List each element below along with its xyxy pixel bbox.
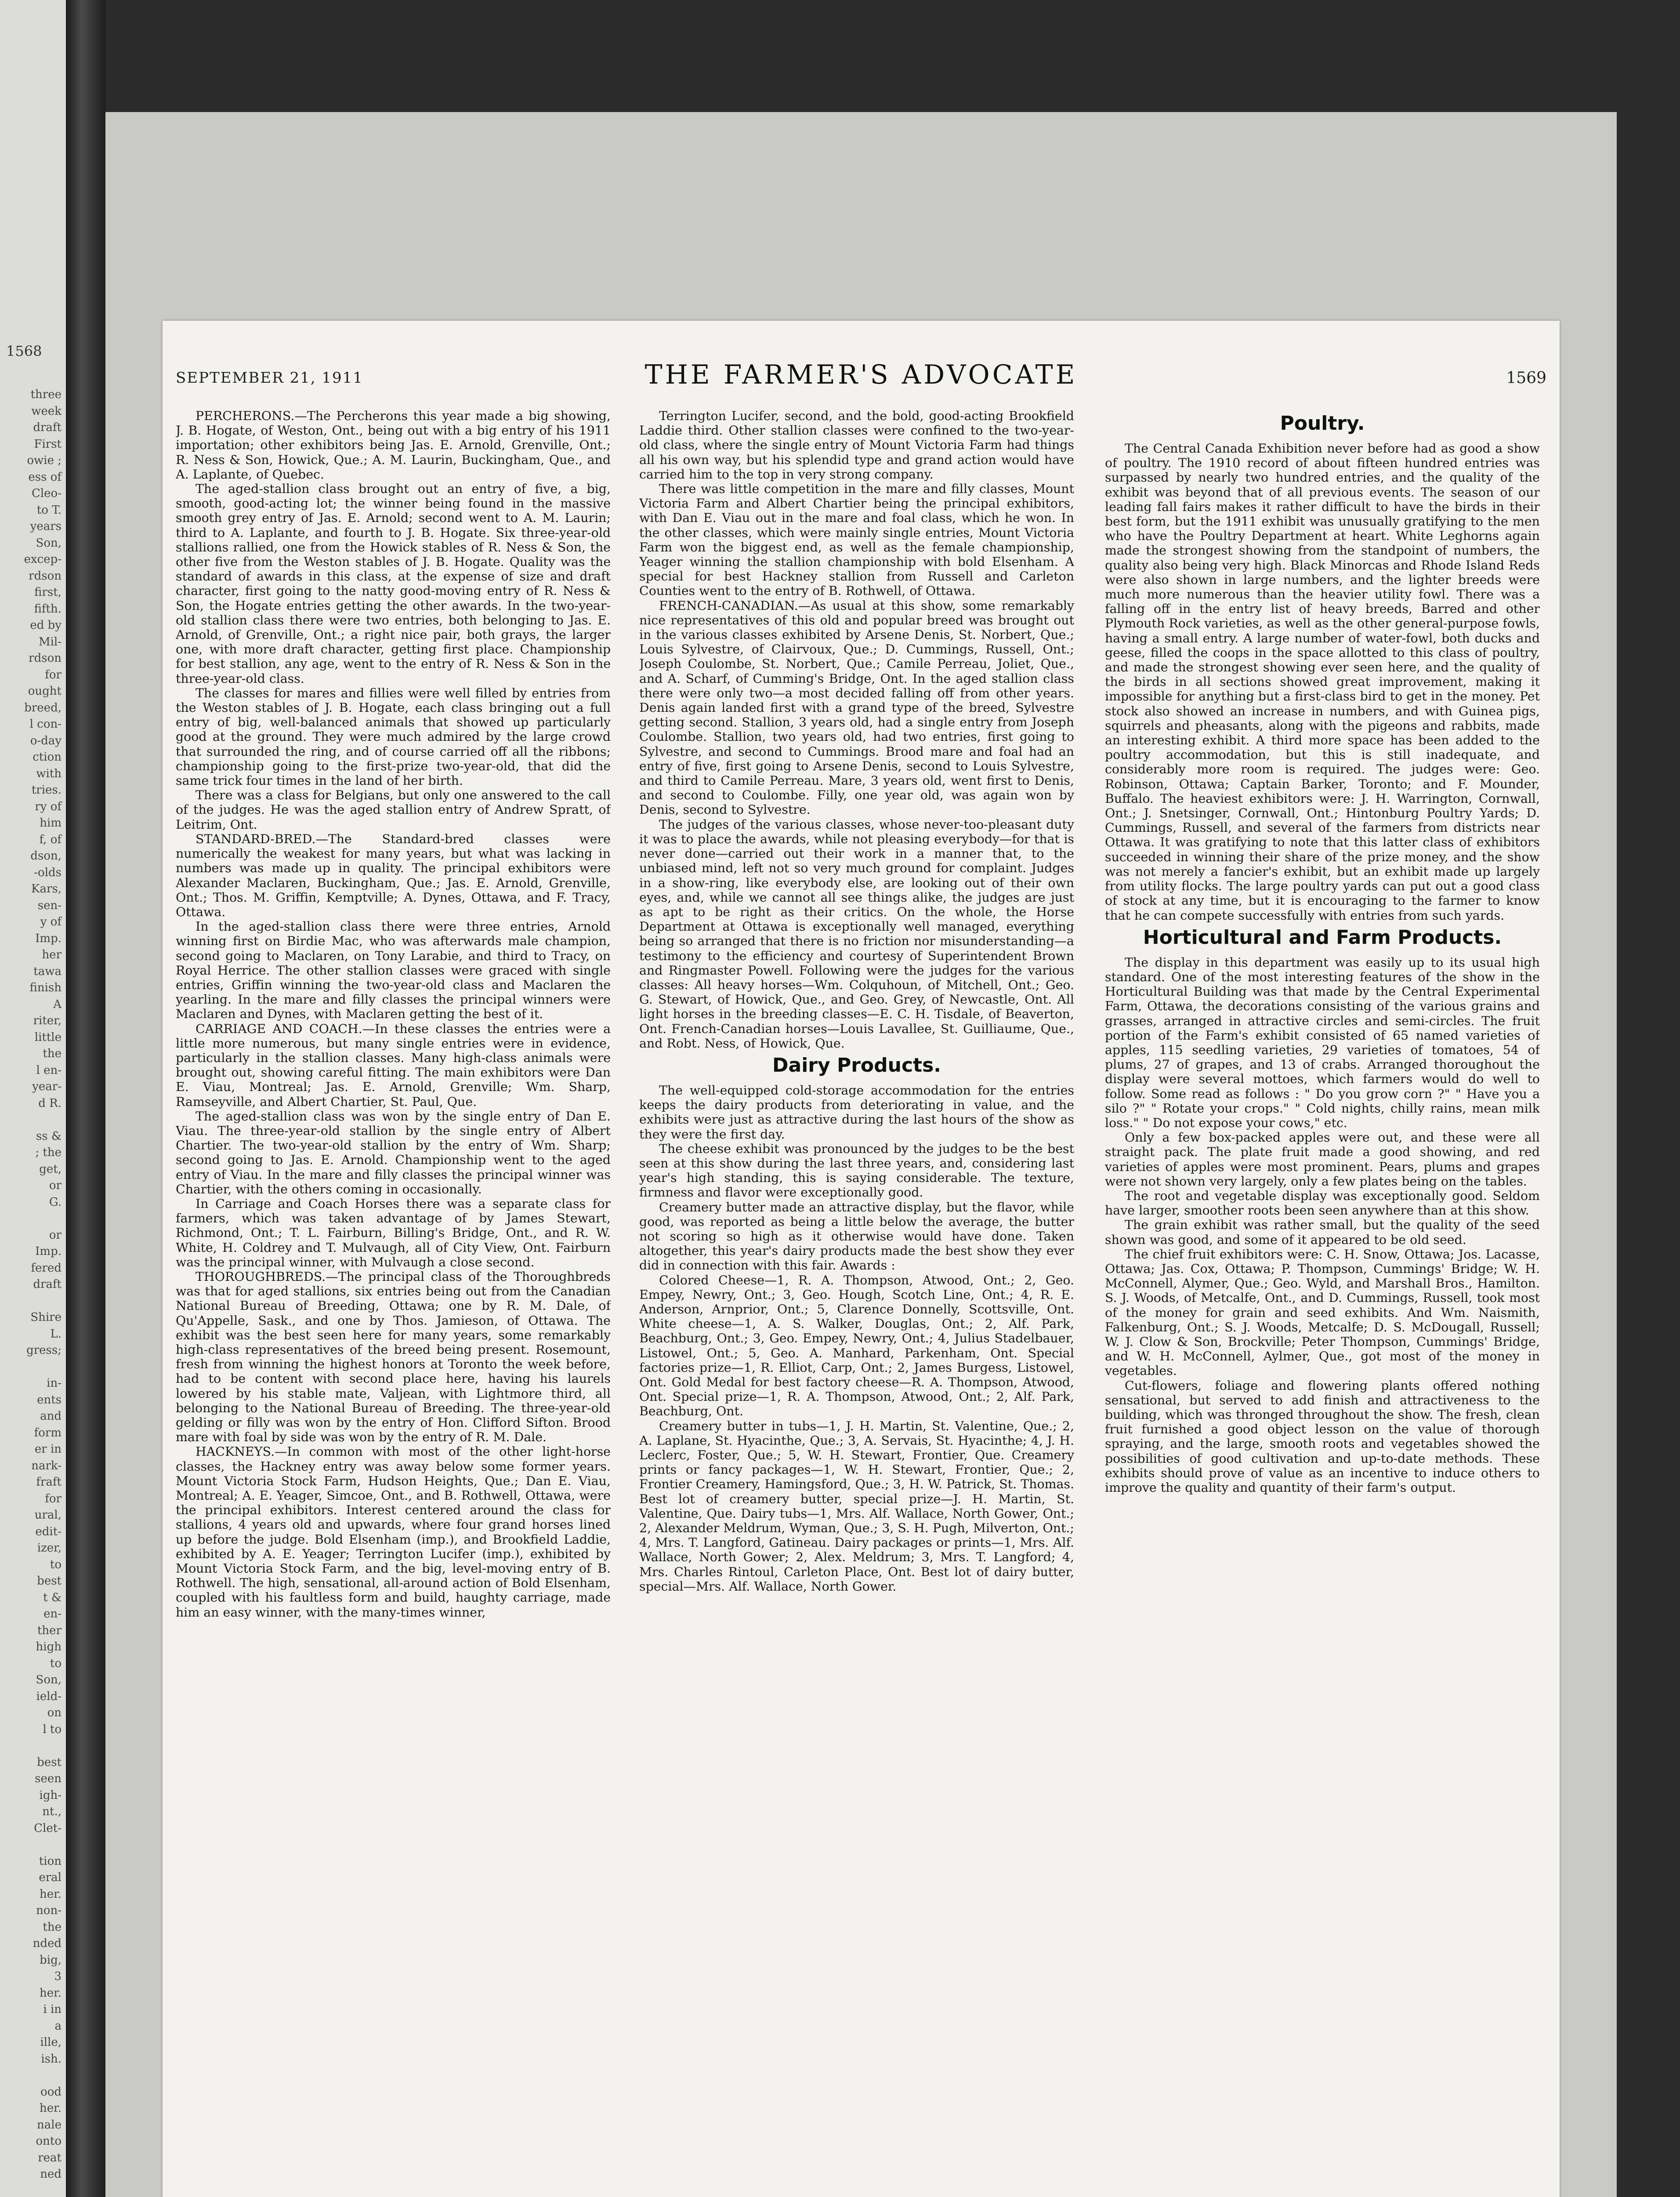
- article-paragraph: Only a few box-packed apples were out, and these were all straight pack. The plate fruit made a good showing, and red varieties of apples were most prominent. Pears, plums and grapes were not shown very largely, only a few plates being on the tables.: [1105, 1130, 1540, 1189]
- article-paragraph: The aged-stallion class brought out an entry of five, a big, smooth, good-acting lot; the winner being found in the massive smooth grey entry of Jas. E. Arnold; second went to A. M. Laurin; third to A. Laplante, and fourth to J. B. Hogate. Six three-year-old stallions rallied, one from the Howick stables of R. Ness & Son, the other five from the Weston stables of J. B. Hogate. Quality was the standard of awards in this class, at the expense of size and draft character, first going to the natty good-moving entry of R. Ness & Son, the Hogate entries getting the other awards. In the two-year-old stallion class there were two entries, both belonging to Jas. E. Arnold, of Grenville, Ont.; a right nice pair, both grays, the larger one, with more draft character, getting first place. Championship for best stallion, any age, went to the entry of R. Ness & Son in the three-year-old class.: [176, 482, 611, 686]
- adjacent-page-text-fragments: three week draft First owie ; ess of Cleo- to T. years Son, excep- rdson first, fifth. ed by Mil- rdson for ought breed, l con- o-day ction with tries. ry of him f, of dson, -olds Kars, sen- y of Imp. her tawa finish A riter, little the l en- year- d R. ss & ; the get, or G. or Imp. fered draft Shire L. gress; in- ents and form er in nark- fraft for ural, edit- izer, to best t & en- ther high to Son, ield- on l to best seen igh- nt., Clet- tion eral her. non- the nded big, 3 her. i in a ille, ish. ood her. nale onto reat ned: [24, 388, 62, 2181]
- article-paragraph: HACKNEYS.—In common with most of the other light-horse classes, the Hackney entry was away below some former years. Mount Victoria Stock Farm, Hudson Heights, Que.; Dan E. Viau, Montreal; A. E. Yeager, Simcoe, Ont., and B. Rothwell, Ottawa, were the principal exhibitors. Interest centered around the class for stallions, 4 years old and upwards, where four grand horses lined up before the judge. Bold Elsenham (imp.), and Brookfield Laddie, exhibited by A. E. Yeager; Terrington Lucifer (imp.), exhibited by Mount Victoria Stock Farm, and the big, level-moving entry of B. Rothwell. The high, sensational, all-around action of Bold Elsenham, coupled with his faultless form and build, haughty carriage, made him an easy winner, with the many-times winner,: [176, 1444, 611, 1620]
- article-paragraph: Creamery butter made an attractive display, but the flavor, while good, was reported as being a little below the average, the butter not scoring so high as it otherwise would have done. Taken altogether, this year's dairy products made the best show they ever did in connection with this fair. Awards :: [639, 1200, 1074, 1273]
- article-paragraph: Creamery butter in tubs—1, J. H. Martin, St. Valentine, Que.; 2, A. Laplane, St. Hyacinthe, Que.; 3, A. Servais, St. Hyacinthe; 4, J. H. Leclerc, Foster, Que.; 5, W. H. Stewart, Frontier, Que. Creamery prints or fancy packages—1, W. H. Stewart, Frontier, Que.; 2, Frontier Creamery, Hamingsford, Que.; 3, H. W. Patrick, St. Thomas. Best lot of creamery butter, special prize—J. H. Martin, St. Valentine, Que. Dairy tubs—1, Mrs. Alf. Wallace, North Gower, Ont.; 2, Alexander Meldrum, Wyman, Que.; 3, S. H. Pugh, Milverton, Ont.; 4, Mrs. T. Langford, Gatineau. Dairy packages or prints—1, Mrs. Alf. Wallace, North Gower; 2, Alex. Meldrum; 3, Mrs. T. Langford; 4, Mrs. Charles Rintoul, Carleton Place, Ont. Best lot of dairy butter, special—Mrs. Alf. Wallace, North Gower.: [639, 1418, 1074, 1594]
- section-heading-dairy-products: Dairy Products.: [772, 1054, 941, 1077]
- article-paragraph: The well-equipped cold-storage accommodation for the entries keeps the dairy products from deteriorating in value, and the exhibits were just as attractive during the last hours of the show as they were the first day.: [639, 1083, 1074, 1142]
- article-paragraph: STANDARD-BRED.—The Standard-bred classes were numerically the weakest for many years, but what was lacking in numbers was made up in quality. The principal exhibitors were Alexander Maclaren, Buckingham, Que.; Jas. E. Arnold, Grenville, Ont.; Thos. M. Griffin, Kemptville; A. Dynes, Ottawa, and F. Tracy, Ottawa.: [176, 831, 611, 919]
- article-paragraph: In the aged-stallion class there were three entries, Arnold winning first on Birdie Mac, who was afterwards male champion, second going to Maclaren, on Tony Larabie, and third to Tracy, on Royal Herrice. The other stallion classes were graced with single entries, Griffin winning the two-year-old class and Maclaren the yearling. In the mare and filly classes the principal winners were Maclaren and Dynes, with Maclaren getting the best of it.: [176, 919, 611, 1022]
- article-paragraph: There was little competition in the mare and filly classes, Mount Victoria Farm and Albert Chartier being the principal exhibitors, with Dan E. Viau out in the mare and foal class, which he won. In the other classes, which were mainly single entries, Mount Victoria Farm won the biggest end, as well as the female championship, Yeager winning the stallion championship with bold Elsenham. A special for best Hackney stallion from Russell and Carleton Counties went to the entry of B. Rothwell, of Ottawa.: [639, 482, 1074, 598]
- article-paragraph: FRENCH-CANADIAN.—As usual at this show, some remarkably nice representatives of this old and popular breed was brought out in the various classes exhibited by Arsene Denis, St. Norbert, Que.; Louis Sylvestre, of Clairvoux, Que.; D. Cummings, Russell, Ont.; Joseph Coulombe, St. Norbert, Que.; Camile Perreau, Joliet, Que., and A. Scharf, of Cumming's Bridge, Ont. In the aged stallion class there were only two—a most decided falling off from other years. Denis again landed first with a grand type of the breed, Sylvestre getting second. Stallion, 3 years old, had a single entry from Joseph Coulombe. Stallion, two years old, had two entries, first going to Sylvestre, and second to Cummings. Brood mare and foal had an entry of five, first going to Arsene Denis, second to Louis Sylvestre, and third to Camile Perreau. Mare, 3 years old, went first to Denis, and second to Coulombe. Filly, one year old, was again won by Denis, second to Sylvestre.: [639, 598, 1074, 817]
- article-paragraph: The classes for mares and fillies were well filled by entries from the Weston stables of J. B. Hogate, each class bringing out a full entry of big, well-balanced animals that showed up particularly good at the ground. They were much admired by the large crowd that surrounded the ring, and of course carried off all the ribbons; championship going to the first-prize two-year-old, that did the same trick four times in the land of her birth.: [176, 685, 611, 788]
- article-paragraph: There was a class for Belgians, but only one answered to the call of the judges. He was the aged stallion entry of Andrew Spratt, of Leitrim, Ont.: [176, 788, 611, 832]
- article-paragraph: CARRIAGE AND COACH.—In these classes the entries were a little more numerous, but many single entries were in evidence, particularly in the stallion classes. Many high-class animals were brought out, showing careful fitting. The main exhibitors were Dan E. Viau, Montreal; Jas. E. Arnold, Grenville; Wm. Sharp, Ramseyville, and Albert Chartier, St. Paul, Que.: [176, 1021, 611, 1109]
- article-paragraph: The chief fruit exhibitors were: C. H. Snow, Ottawa; Jos. Lacasse, Ottawa; Jas. Cox, Ottawa; P. Thompson, Cummings' Bridge; W. H. McConnell, Alymer, Que.; Geo. Wyld, and Marshall Bros., Hamilton. S. J. Woods, of Metcalfe, Ont., and D. Cummings, Russell, took most of the money for grain and seed exhibits. And Wm. Naismith, Falkenburg, Ont.; S. J. Woods, Metcalfe; D. S. McDougall, Russell; W. J. Clow & Son, Brockville; Peter Thompson, Cummings' Bridge, and W. H. McConnell, Aylmer, Que., got most of the money in vegetables.: [1105, 1247, 1540, 1378]
- article-paragraph: THOROUGHBREDS.—The principal class of the Thoroughbreds was that for aged stallions, six entries being out from the Canadian National Bureau of Breeding, Ottawa; one by R. M. Dale, of Qu'Appelle, Sask., and one by Thos. Jamieson, of Ottawa. The exhibit was the best seen here for many years, some remarkably high-class representatives of the breed being present. Rosemount, fresh from winning the highest honors at Toronto the week before, had to be content with second place here, having his laurels lowered by his stable mate, Valjean, with Lightmore third, all belonging to the National Bureau of Breeding. The three-year-old gelding or filly was won by the entry of Hon. Clifford Sifton. Brood mare with foal by side was won by the entry of R. M. Dale.: [176, 1269, 611, 1445]
- article-paragraph: Terrington Lucifer, second, and the bold, good-acting Brookfield Laddie third. Other stallion classes were confined to the two-year-old class, where the single entry of Mount Victoria Farm had things all his own way, but his splendid type and grand action would have carried him to the top in very strong company.: [639, 409, 1074, 482]
- book-gutter: [66, 0, 105, 2197]
- column-2: [639, 409, 1074, 2197]
- adjacent-page-strip: [0, 0, 66, 2197]
- adjacent-page-number: 1568: [6, 343, 42, 359]
- article-paragraph: Colored Cheese—1, R. A. Thompson, Atwood, Ont.; 2, Geo. Empey, Newry, Ont.; 3, Geo. Hough, Scotch Line, Ont.; 4, R. E. Anderson, Arnprior, Ont.; 5, Clarence Donnelly, Scottsville, Ont. White cheese—1, A. S. Walker, Douglas, Ont.; 2, Alf. Park, Beachburg, Ont.; 3, Geo. Empey, Newry, Ont.; 4, Julius Stadelbauer, Listowel, Ont.; 5, Geo. A. Manhard, Parkenham, Ont. Special factories prize—1, R. Elliot, Carp, Ont.; 2, James Burgess, Listowel, Ont. Gold Medal for best factory cheese—R. A. Thompson, Atwood, Ont. Special prize—1, R. A. Thompson, Atwood, Ont.; 2, Alf. Park, Beachburg, Ont.: [639, 1273, 1074, 1419]
- section-heading-poultry: Poultry.: [1280, 412, 1365, 435]
- article-paragraph: The Central Canada Exhibition never before had as good a show of poultry. The 1910 record of about fifteen hundred entries was surpassed by nearly two hundred entries, and the quality of the exhibit was beyond that of all previous events. The season of our leading fall fairs makes it rather difficult to have the birds in their best form, but the 1911 exhibit was unusually gratifying to the men who have the Poultry Department at heart. White Leghorns again made the strongest showing from the standpoint of numbers, the quality also being very high. Black Minorcas and Rhode Island Reds were also shown in large numbers, and the lighter breeds were much more numerous than the heavier utility fowl. There was a falling off in the entry list of heavy breeds, Barred and other Plymouth Rock varieties, as well as the other general-purpose fowls, having a small entry. A large number of water-fowl, both ducks and geese, filled the coops in the space allotted to this class of poultry, and made the strongest showing ever seen here, and the quality of the birds in all sections showed great improvement, making it impossible for anything but a first-class bird to get in the money. Pet stock also showed an increase in numbers, and with Guinea pigs, squirrels and pheasants, along with the pigeons and rabbits, made an interesting exhibit. A third more space has been added to the poultry accommodation, but this is still inadequate, and considerably more room is required. The judges were: Geo. Robinson, Ottawa; Captain Barker, Toronto; and F. Mounder, Buffalo. The heaviest exhibitors were: J. H. Warrington, Cornwall, Ont.; J. Snetsinger, Cornwall, Ont.; Hintonburg Poultry Yards; D. Cummings, Russell, and several of the farmers from districts near Ottawa. It was gratifying to note that this latter class of exhibitors succeeded in winning their share of the prize money, and the show was not merely a fancier's exhibit, but an exhibit made up largely from utility flocks. The large poultry yards can put out a good class of stock at any time, but it is encouraging to the farmer to know that he can compete successfully with entries from such yards.: [1105, 441, 1540, 923]
- masthead-title: THE FARMER'S ADVOCATE: [644, 359, 1078, 390]
- article-paragraph: The display in this department was easily up to its usual high standard. One of the most interesting features of the show in the Horticultural Building was that made by the Central Experimental Farm, Ottawa, the decorations consisting of the various grains and grasses, arranged in attractive circles and semi-circles. The fruit portion of the Farm's exhibit consisted of 65 named varieties of apples, 115 seedling varieties, 29 varieties of tomatoes, 54 of plums, 27 of grapes, and 13 of crabs. Arranged thoroughout the display were several mottoes, which farmers would do well to follow. Some read as follows : " Do you grow corn ?" " Have you a silo ?" " Rotate your crops." " Cold nights, chilly rains, mean milk loss." " Do not expose your cows," etc.: [1105, 955, 1540, 1130]
- article-paragraph: In Carriage and Coach Horses there was a separate class for farmers, which was taken advantage of by James Stewart, Richmond, Ont.; T. L. Fairburn, Billing's Bridge, Ont., and R. W. White, H. Coldrey and T. Mulvaugh, all of City View, Ont. Fairburn was the principal winner, with Mulvaugh a close second.: [176, 1196, 611, 1269]
- section-heading-horticultural-farm-products: Horticultural and Farm Products.: [1143, 926, 1502, 949]
- column-1: [176, 409, 611, 2197]
- article-paragraph: Cut-flowers, foliage and flowering plants offered nothing sensational, but served to add finish and attractiveness to the building, which was thronged throughout the show. The fresh, clean fruit furnished a good object lesson on the value of thorough spraying, and the large, smooth roots and vegetables showed the possibilities of good cultivation and up-to-date methods. These exhibits should prove of value as an incentive to induce others to improve the quality and quantity of their farm's output.: [1105, 1378, 1540, 1495]
- issue-date: SEPTEMBER 21, 1911: [176, 369, 363, 387]
- article-paragraph: The judges of the various classes, whose never-too-pleasant duty it was to place the awards, while not pleasing everybody—for that is never done—carried out their work in a manner that, to the unbiased mind, left not so very much ground for complaint. Judges in a show-ring, like everybody else, are looking out of their own eyes, and, while we cannot all see things alike, the judges are just as apt to be right as their critics. On the whole, the Horse Department at Ottawa is exceptionally well managed, everything being so arranged that there is no friction nor misunderstanding—a testimony to the efficiency and courtesy of Superintendent Brown and Ringmaster Powell. Following were the judges for the various classes: All heavy horses—Wm. Colquhoun, of Mitchell, Ont.; Geo. G. Stewart, of Howick, Que., and Geo. Grey, of Newcastle, Ont. All light horses in the breeding classes—E. C. H. Tisdale, of Beaverton, Ont. French-Canadian horses—Louis Lavallee, St. Guilliaume, Que., and Robt. Ness, of Howick, Que.: [639, 817, 1074, 1051]
- page-number: 1569: [1506, 369, 1546, 387]
- newspaper-page: [163, 321, 1560, 2197]
- article-paragraph: The aged-stallion class was won by the single entry of Dan E. Viau. The three-year-old stallion by the single entry of Albert Chartier. The two-year-old stallion by the entry of Wm. Sharp; second going to Jas. E. Arnold. Championship went to the aged entry of Viau. In the mare and filly classes the principal winner was Chartier, with the others coming in occasionally.: [176, 1109, 611, 1196]
- article-paragraph: The root and vegetable display was exceptionally good. Seldom have larger, smoother roots been seen anywhere than at this show.: [1105, 1188, 1540, 1218]
- page-header: [176, 356, 1546, 391]
- article-paragraph: The grain exhibit was rather small, but the quality of the seed shown was good, and some of it appeared to be old seed.: [1105, 1218, 1540, 1247]
- article-paragraph: The cheese exhibit was pronounced by the judges to be the best seen at this show during the last three years, and, considering last year's high standing, this is saying considerable. The texture, firmness and flavor were exceptionally good.: [639, 1141, 1074, 1200]
- article-paragraph: PERCHERONS.—The Percherons this year made a big showing, J. B. Hogate, of Weston, Ont., being out with a big entry of his 1911 importation; other exhibitors being Jas. E. Arnold, Grenville, Ont.; R. Ness & Son, Howick, Que.; A. M. Laurin, Buckingham, Que., and A. Laplante, of Quebec.: [176, 409, 611, 482]
- column-3: [1105, 409, 1540, 2197]
